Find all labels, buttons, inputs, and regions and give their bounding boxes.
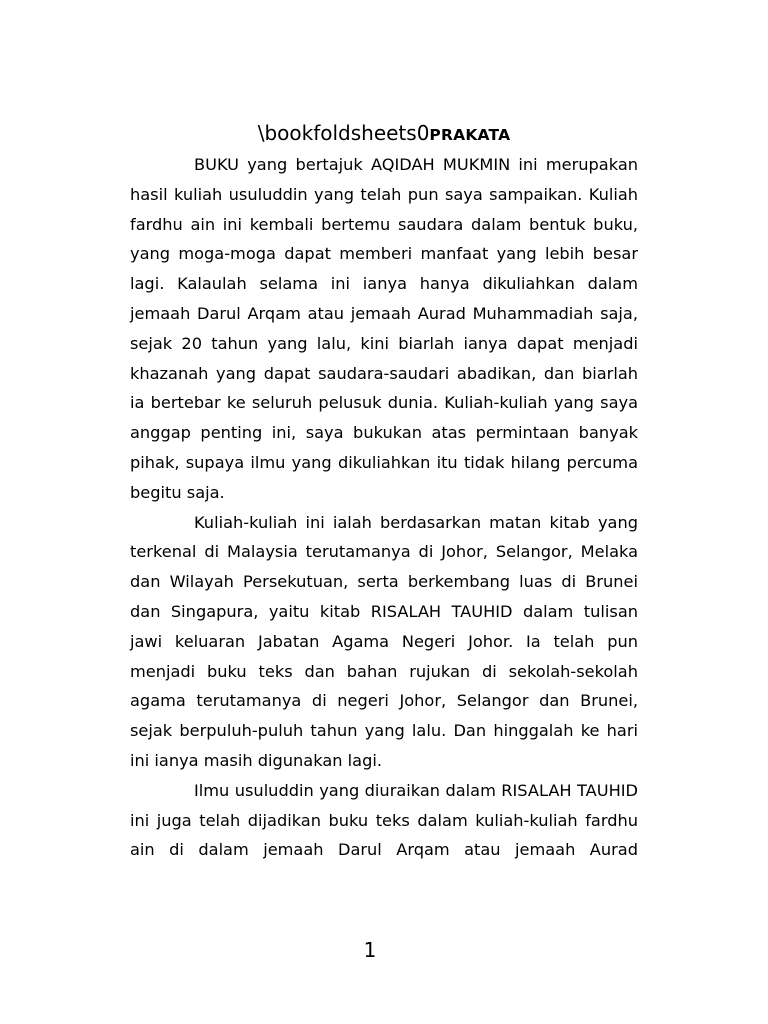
paragraph-1: BUKU yang bertajuk AQIDAH MUKMIN ini merupakan hasil kuliah usuluddin yang telah pun saya sampaikan. Kuliah fardhu ain ini kembali bertemu saudara dalam bentuk buku, yang moga-moga dapat memberi manfaat yang lebih besar lagi. Kalaulah selama ini ianya hanya dikuliahkan dalam jemaah Darul Arqam atau jemaah Aurad Muhammadiah saja, sejak 20 tahun yang lalu, kini biarlah ianya dapat menjadi khazanah yang dapat saudara-saudari abadikan, dan biarlah ia bertebar ke seluruh pelusuk dunia. Kuliah-kuliah yang saya anggap penting ini, saya bukukan atas permintaan banyak pihak, supaya ilmu yang dikuliahkan itu tidak hilang percuma begitu saja. — [130, 155, 638, 502]
paragraph-3: Ilmu usuluddin yang diuraikan dalam RISALAH TAUHID ini juga telah dijadikan buku teks dalam kuliah-kuliah fardhu ain di dalam jemaah Darul Arqam atau jemaah Aurad — [130, 780, 638, 860]
heading-title: PRAKATA — [429, 126, 511, 144]
body-text — [130, 150, 638, 865]
page-number: 1 — [363, 938, 377, 962]
page-heading — [0, 118, 768, 150]
heading-prefix: \bookfoldsheets0 — [257, 121, 430, 145]
paragraph-2: Kuliah-kuliah ini ialah berdasarkan matan kitab yang terkenal di Malaysia terutamanya di Johor, Selangor, Melaka dan Wilayah Persekutuan, serta berkembang luas di Brunei dan Singapura, yaitu kitab RISALAH TAUHID dalam tulisan jawi keluaran Jabatan Agama Negeri Johor. Ia telah pun menjadi buku teks dan bahan rujukan di sekolah-sekolah agama terutamanya di negeri Johor, Selangor dan Brunei, sejak berpuluh-puluh tahun yang lalu. Dan hinggalah ke hari ini ianya masih digunakan lagi. — [130, 512, 638, 770]
